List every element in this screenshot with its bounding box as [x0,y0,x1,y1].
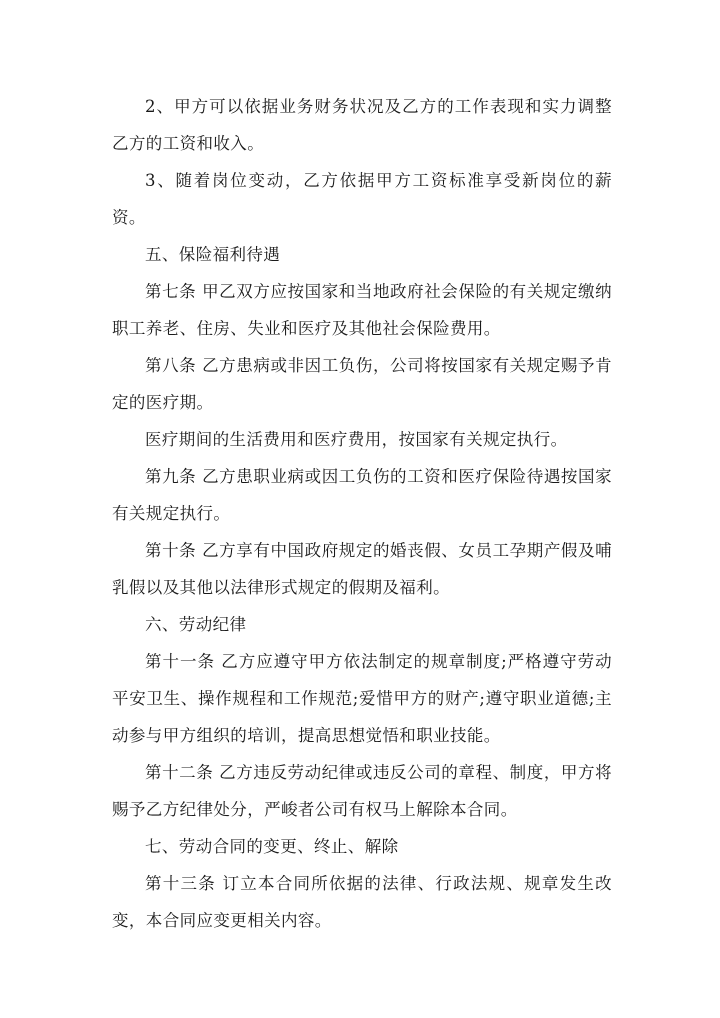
paragraph-article-13: 第十三条 订立本合同所依据的法律、行政法规、规章发生改变，本合同应变更相关内容。 [112,874,612,930]
section-heading-insurance: 五、保险福利待遇 [145,245,281,264]
section-heading-contract-change: 七、劳动合同的变更、终止、解除 [145,837,399,856]
paragraph-position-change: 3、随着岗位变动，乙方依据甲方工资标准享受新岗位的薪资。 [112,171,612,227]
section-heading-discipline: 六、劳动纪律 [145,615,247,634]
paragraph-article-10: 第十条 乙方享有中国政府规定的婚丧假、女员工孕期产假及哺乳假以及其他以法律形式规定的假期及福利。 [112,541,612,597]
document-body [112,88,612,939]
paragraph-article-7: 第七条 甲乙双方应按国家和当地政府社会保险的有关规定缴纳职工养老、住房、失业和医疗及其他社会保险费用。 [112,282,612,338]
paragraph-medical-period: 医疗期间的生活费用和医疗费用，按国家有关规定执行。 [145,430,568,449]
paragraph-article-12: 第十二条 乙方违反劳动纪律或违反公司的章程、制度，甲方将赐予乙方纪律处分，严峻者公司有权马上解除本合同。 [112,763,612,819]
paragraph-article-9: 第九条 乙方患职业病或因工负伤的工资和医疗保险待遇按国家有关规定执行。 [112,467,612,523]
paragraph-article-8: 第八条 乙方患病或非因工负伤，公司将按国家有关规定赐予肯定的医疗期。 [112,356,612,412]
paragraph-salary-adjustment: 2、甲方可以依据业务财务状况及乙方的工作表现和实力调整乙方的工资和收入。 [112,97,612,153]
paragraph-article-11: 第十一条 乙方应遵守甲方依法制定的规章制度;严格遵守劳动平安卫生、操作规程和工作规范;爱惜甲方的财产;遵守职业道德;主动参与甲方组织的培训，提高思想觉悟和职业技能。 [112,652,612,745]
